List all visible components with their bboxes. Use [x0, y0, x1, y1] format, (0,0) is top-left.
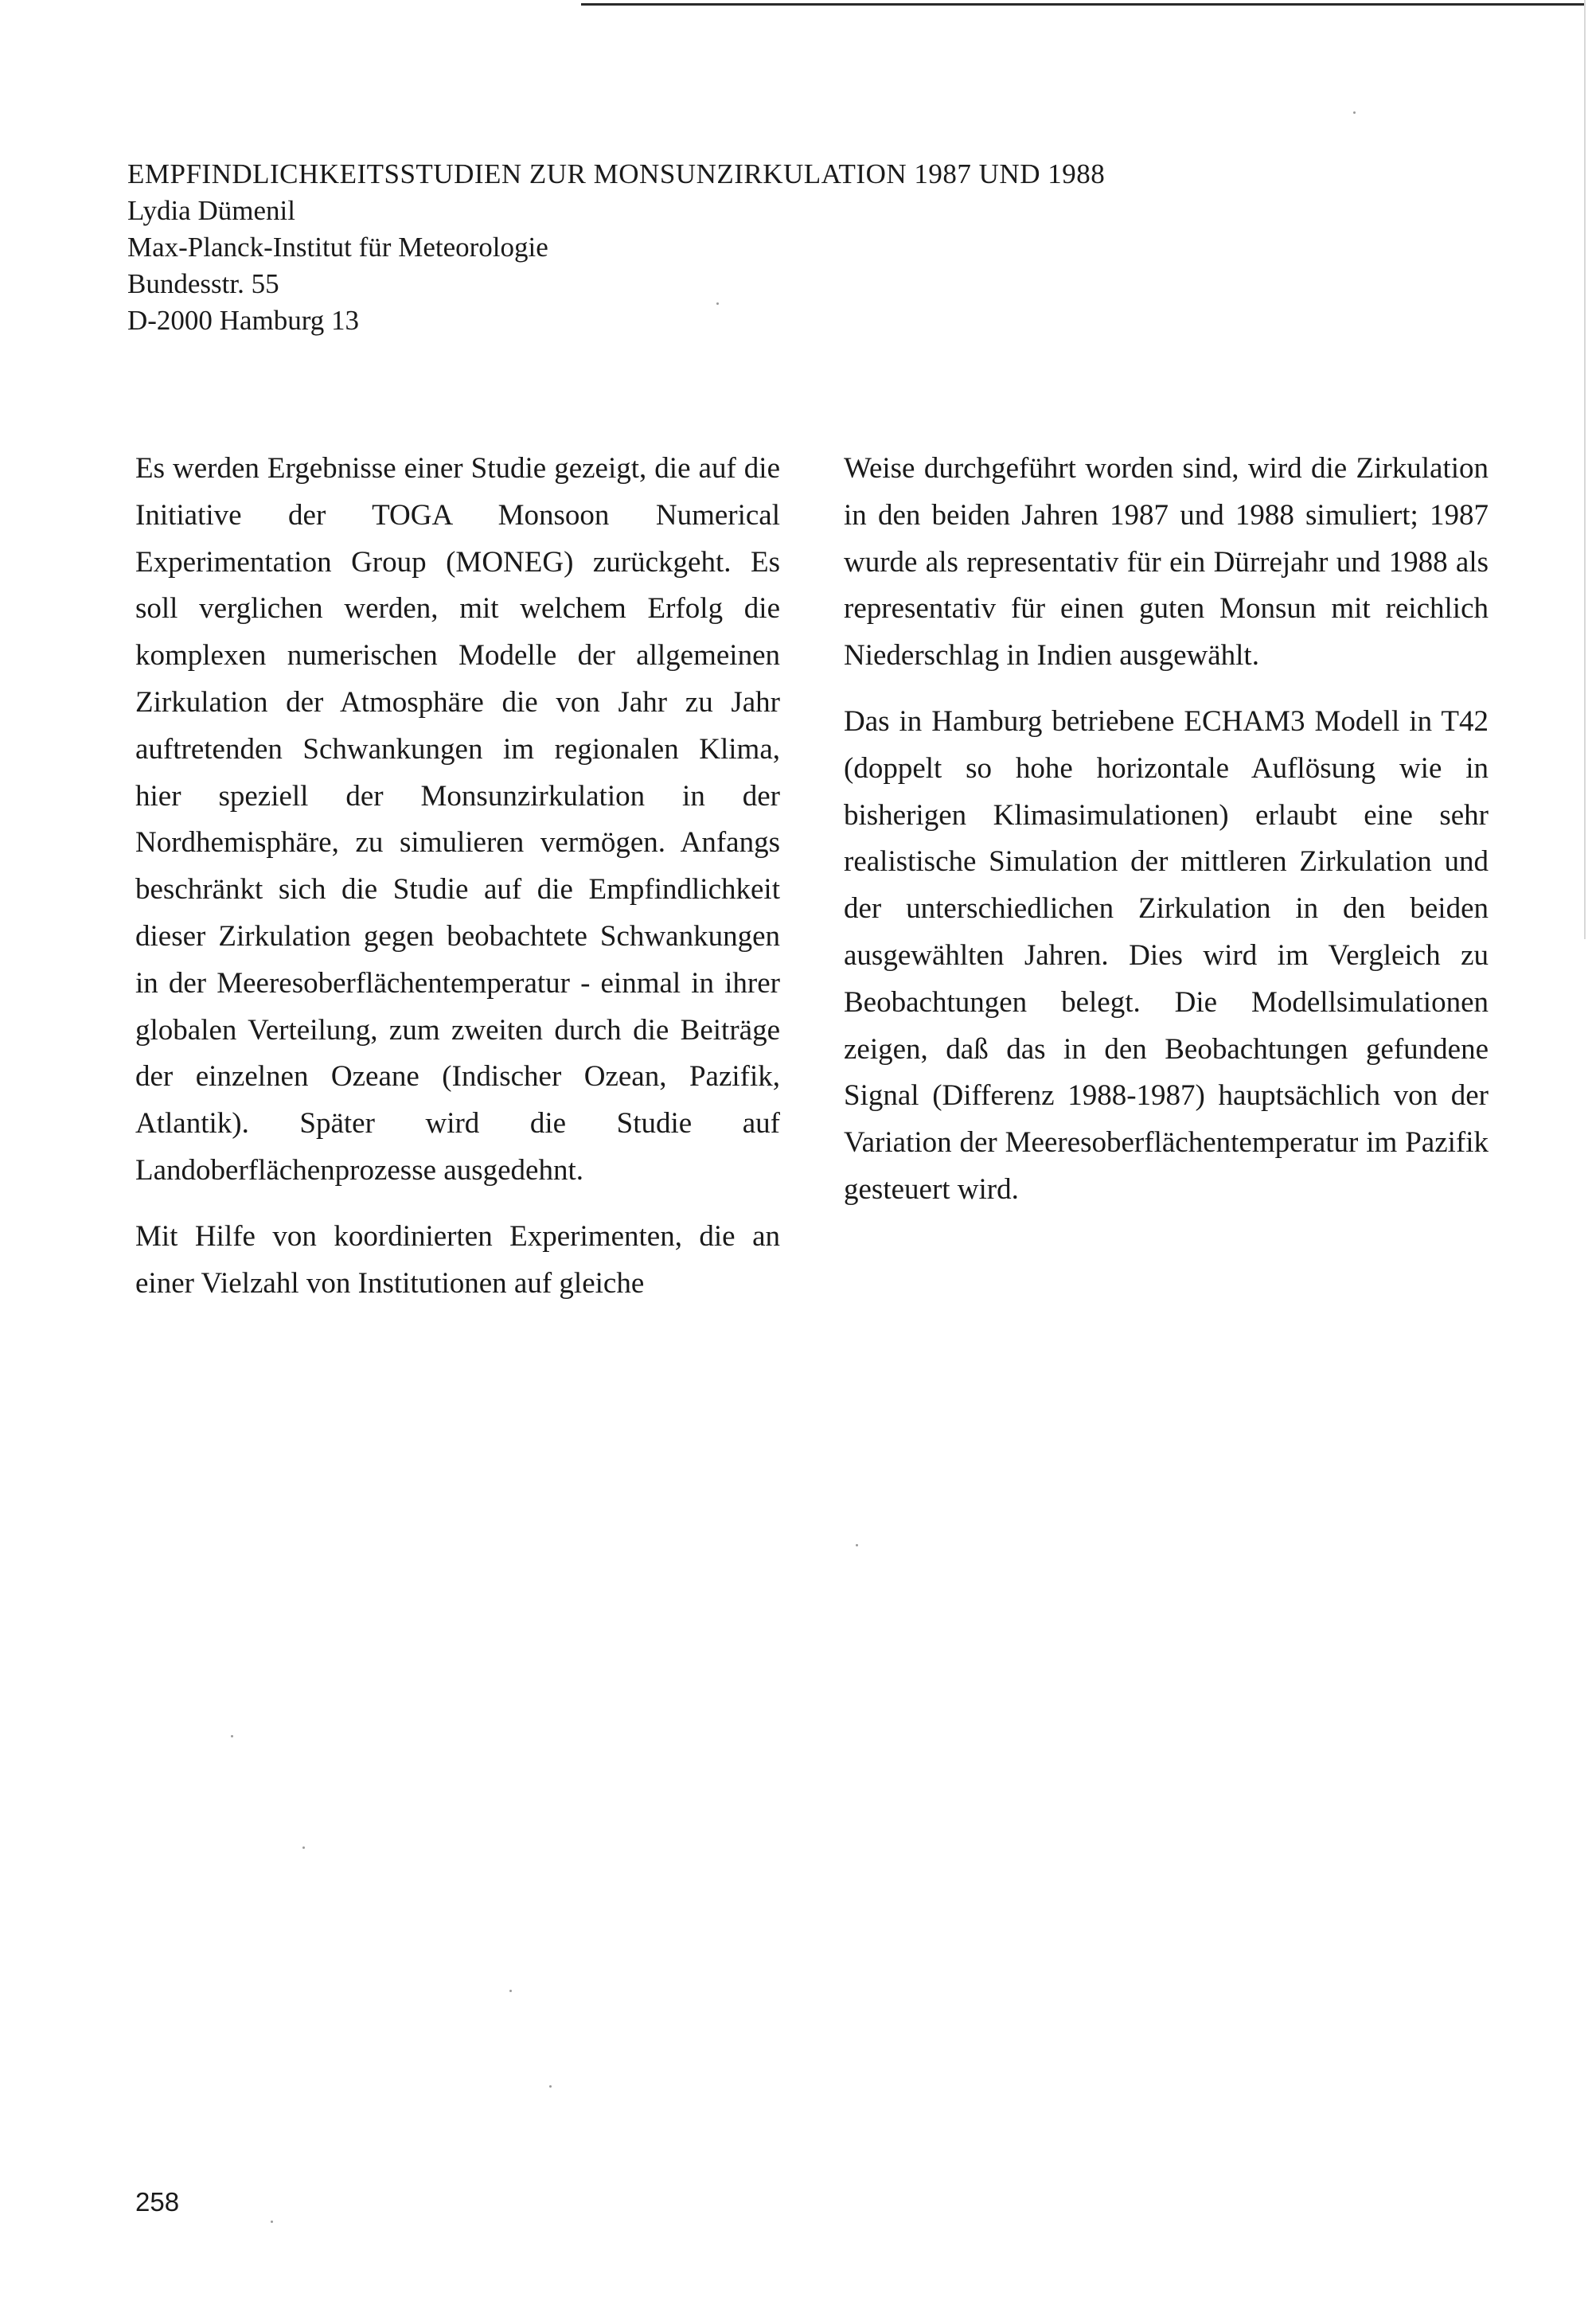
author-name: Lydia Dümenil: [127, 195, 295, 226]
scan-speck: [1353, 111, 1356, 114]
scan-speck: [271, 2221, 273, 2223]
scan-speck: [716, 302, 719, 305]
right-scan-edge: [1584, 0, 1586, 939]
author-institute: Max-Planck-Institut für Meteorologie: [127, 232, 548, 263]
paragraph-intro: Es werden Ergebnisse einer Studie gezeigt, die auf die Initiative der TOGA Monsoon Numerical Experimentation Group (MONEG) zurückgeht. Es soll verglichen werden, mit welchem Erfolg die komplexen numerischen Modelle der allgemeinen Zirkulation der Atmosphäre die von Jahr zu Jahr auftretenden Schwankungen im regionalen Klima, hier speziell der Monsunzirkulation in der Nordhemisphäre, zu simulieren vermögen. Anfangs beschränkt sich die Studie auf die Empfindlichkeit dieser Zirkulation gegen beobachtete Schwankungen in der Meeresoberflächentemperatur - einmal in ihrer globalen Verteilung, zum zweiten durch die Beiträge der einzelnen Ozeane (Indischer Ozean, Pazifik, Atlantik). Später wird die Studie auf Landoberflächenprozesse ausgedehnt.: [135, 452, 780, 1187]
paragraph-experiments-start: Mit Hilfe von koordinierten Experimenten, die an einer Vielzahl von Institutionen auf gleiche: [135, 1219, 780, 1300]
article-header: [127, 156, 1242, 339]
address-street: Bundesstr. 55: [127, 268, 279, 299]
scan-speck: [509, 1990, 512, 1992]
paragraph-echam3: Das in Hamburg betriebene ECHAM3 Modell in T42 (doppelt so hohe horizontale Auflösung wie in bisherigen Klimasimulationen) erlaubt eine sehr realistische Simulation der mittleren Zirkulation und der unterschiedlichen Zirkulation in den beiden ausgewählten Jahren. Dies wird im Vergleich zu Beobachtungen belegt. Die Modellsimulationen zeigen, daß das in den Beobachtungen gefundene Signal (Differenz 1988-1987) hauptsächlich von der Variation der Meeresoberflächentemperatur im Pazifik gesteuert wird.: [844, 704, 1489, 1206]
scan-speck: [856, 1544, 858, 1546]
scan-speck: [549, 2085, 552, 2088]
address-city: D-2000 Hamburg 13: [127, 305, 359, 336]
left-column: [135, 446, 780, 1326]
article-title: EMPFINDLICHKEITSSTUDIEN ZUR MONSUNZIRKULATION 1987 UND 1988: [127, 158, 1106, 189]
top-scan-rule: [581, 3, 1586, 6]
scan-speck: [302, 1846, 305, 1849]
scan-speck: [231, 1735, 233, 1737]
right-column: [844, 446, 1489, 1233]
paragraph-experiments-cont: Weise durchgeführt worden sind, wird die Zirkulation in den beiden Jahren 1987 und 1988 simuliert; 1987 wurde als representativ für ein Dürrejahr und 1988 als representativ für einen guten Monsun mit reichlich Niederschlag in Indien ausgewählt.: [844, 452, 1489, 673]
page-number: 258: [135, 2187, 180, 2217]
